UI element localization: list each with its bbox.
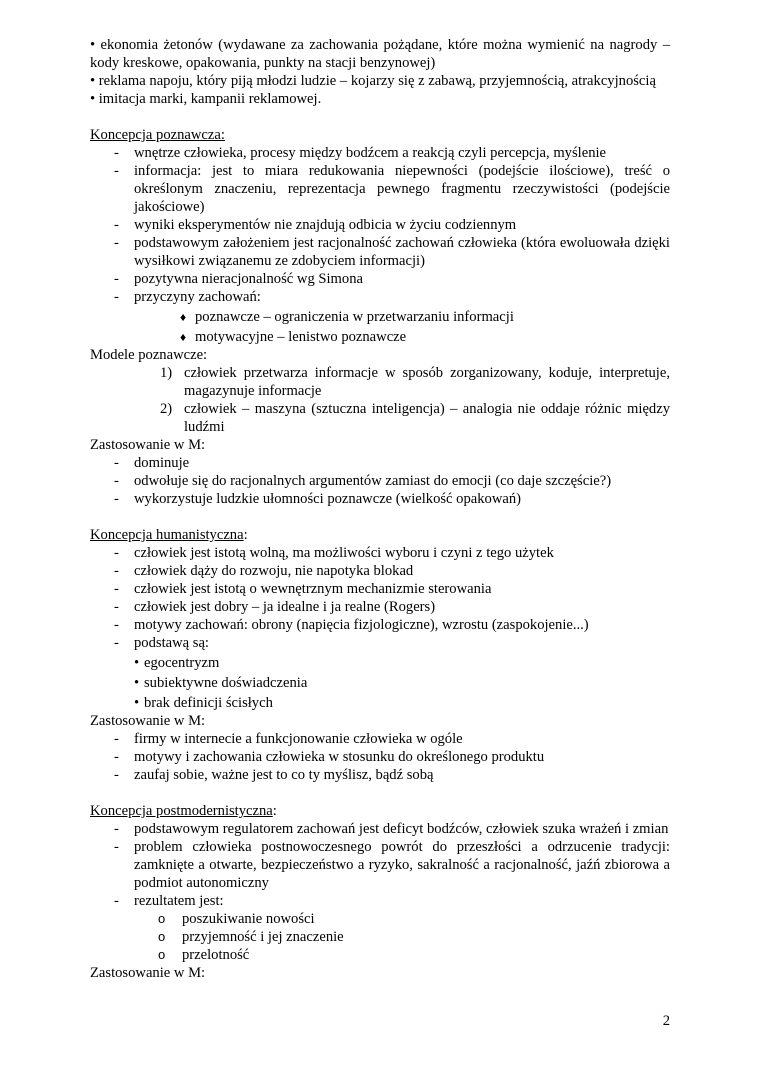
circle-bullet-icon: o <box>158 929 166 944</box>
zastosowanie-heading: Zastosowanie w M: <box>90 965 206 981</box>
list-item: o poszukiwanie nowości <box>158 911 315 927</box>
list-item: - pozytywna nieracjonalność wg Simona <box>114 271 363 287</box>
circle-bullet-icon: o <box>158 911 166 926</box>
list-item: - człowiek dąży do rozwoju, nie napotyka blokad <box>114 563 414 579</box>
list-item: - zaufaj sobie, ważne jest to co ty myślisz, bądź sobą <box>114 767 434 783</box>
intro-paragraph-3: • imitacja marki, kampanii reklamowej. <box>90 91 322 107</box>
list-item: - wyniki eksperymentów nie znajdują odbicia w życiu codziennym <box>114 217 517 233</box>
bullet-icon: • <box>134 655 140 671</box>
models-heading: Modele poznawcze: <box>90 347 208 363</box>
list-item: - podstawowym regulatorem zachowań jest deficyt bodźców, człowiek szuka wrażeń i zmian <box>114 821 669 837</box>
list-item: • subiektywne doświadczenia <box>134 675 308 691</box>
diamond-bullet-icon: ♦ <box>180 310 187 324</box>
list-item: - motywy i zachowania człowieka w stosunku do określonego produktu <box>114 749 545 765</box>
list-item: - podstawowym założeniem jest racjonalność zachowań człowieka (która ewoluowała dzięki wysiłkowi związanemu ze zdobyciem informacji) <box>114 235 670 269</box>
zastosowanie-heading: Zastosowanie w M: <box>90 713 206 729</box>
numbered-item: 1) człowiek przetwarza informacje w sposób zorganizowany, koduje, interpretuje, magazynuje informacje <box>160 365 670 399</box>
list-item: - problem człowieka postnowoczesnego powrót do przeszłości a odrzucenie tradycji: zamknięte a otwarte, bezpieczeństwo a ryzyko, sakralność a racjonalność, jaźń zbiorowa a podmiot autonomiczny <box>114 839 670 891</box>
list-item: o przyjemność i jej znaczenie <box>158 929 344 945</box>
page-number: 2 <box>662 1013 670 1029</box>
bullet-icon: • <box>134 695 140 711</box>
numbered-item: 2) człowiek – maszyna (sztuczna inteligencja) – analogia nie oddaje różnic między ludźmi <box>160 401 670 435</box>
list-item: - informacja: jest to miara redukowania niepewności (podejście ilościowe), treść o określonym znaczeniu, reprezentacja pewnego fragmentu rzeczywistości (podejście jakościowe) <box>114 163 670 215</box>
list-item: • brak definicji ścisłych <box>134 695 273 711</box>
list-item: - odwołuje się do racjonalnych argumentów zamiast do emocji (co daje szczęście?) <box>114 473 612 489</box>
list-item: - firmy w internecie a funkcjonowanie człowieka w ogóle <box>114 731 463 747</box>
list-item: - przyczyny zachowań: <box>114 289 261 305</box>
list-item: • egocentryzm <box>134 655 220 671</box>
section-heading-poznawcza: Koncepcja poznawcza: <box>90 127 225 143</box>
list-item: - człowiek jest istotą wolną, ma możliwości wyboru i czyni z tego użytek <box>114 545 554 561</box>
intro-paragraph-1: • ekonomia żetonów (wydawane za zachowania pożądane, które można wymienić na nagrody – kody kreskowe, opakowania, punkty na stacji benzynowej) <box>90 37 670 71</box>
list-item: - wnętrze człowieka, procesy między bodźcem a reakcją czyli percepcja, myślenie <box>114 145 607 161</box>
list-item: - wykorzystuje ludzkie ułomności poznawcze (wielkość opakowań) <box>114 491 522 507</box>
document-page <box>90 36 670 982</box>
list-item: - człowiek jest dobry – ja idealne i ja realne (Rogers) <box>114 599 436 615</box>
circle-bullet-icon: o <box>158 947 166 962</box>
list-item: o przelotność <box>158 947 250 963</box>
list-item: - podstawą są: <box>114 635 209 651</box>
intro-paragraph-2: • reklama napoju, który piją młodzi ludzie – kojarzy się z zabawą, przyjemnością, atrakcyjnością <box>90 73 656 89</box>
list-item: ♦ poznawcze – ograniczenia w przetwarzaniu informacji <box>180 309 514 325</box>
list-item: - rezultatem jest: <box>114 893 224 909</box>
list-item: ♦ motywacyjne – lenistwo poznawcze <box>180 329 407 345</box>
diamond-bullet-icon: ♦ <box>180 330 187 344</box>
list-item: - człowiek jest istotą o wewnętrznym mechanizmie sterowania <box>114 581 492 597</box>
zastosowanie-heading: Zastosowanie w M: <box>90 437 206 453</box>
bullet-icon: • <box>134 675 140 691</box>
list-item: - motywy zachowań: obrony (napięcia fizjologiczne), wzrostu (zaspokojenie...) <box>114 617 589 633</box>
section-heading-postmodernistyczna: Koncepcja postmodernistyczna: <box>90 803 277 819</box>
list-item: - dominuje <box>114 455 190 471</box>
section-heading-humanistyczna: Koncepcja humanistyczna: <box>90 527 248 543</box>
